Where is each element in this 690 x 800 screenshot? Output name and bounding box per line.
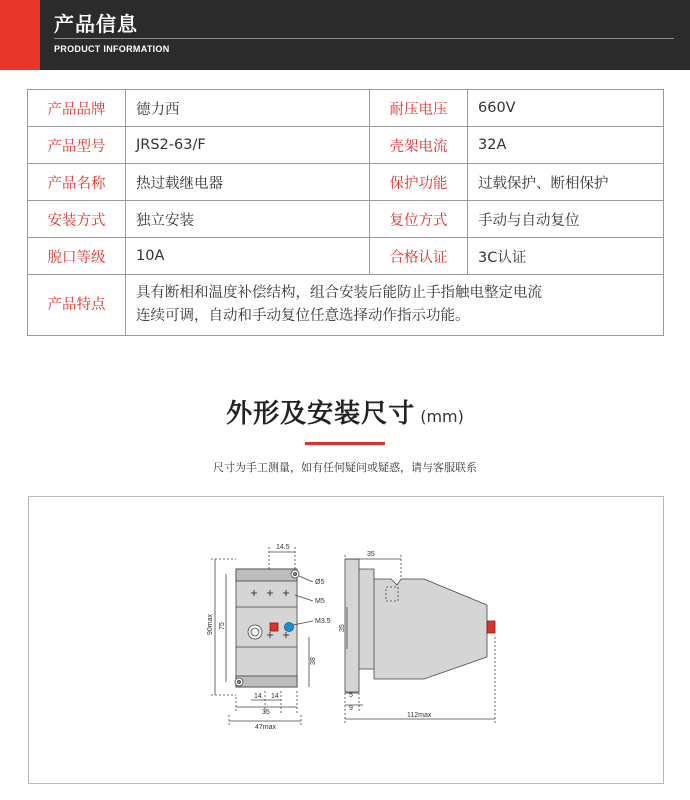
front-bottom-strip [236, 676, 297, 687]
dim-label: 75 [219, 622, 226, 630]
section-title-unit: (mm) [420, 407, 464, 426]
spec-value: 10A [126, 238, 370, 275]
table-row [28, 127, 664, 164]
spec-key: 复位方式 [370, 201, 468, 238]
dim-label: 5 [349, 692, 353, 699]
spec-value: 手动与自动复位 [468, 201, 664, 238]
table-row [28, 164, 664, 201]
table-row [28, 275, 664, 336]
title-underline [305, 442, 385, 445]
side-body [345, 559, 487, 692]
spec-key: 合格认证 [370, 238, 468, 275]
dim-label: 14.5 [276, 544, 290, 551]
dim-label: 35 [367, 551, 375, 558]
measurement-note: 尺寸为手工测量，如有任何疑问或疑惑，请与客服联系 [213, 461, 477, 474]
spec-key: 安装方式 [28, 201, 126, 238]
spec-key: 耐压电压 [370, 90, 468, 127]
spec-key: 产品型号 [28, 127, 126, 164]
page-title: 产品信息 [54, 12, 138, 36]
spec-value: 3C认证 [468, 238, 664, 275]
spec-key: 产品名称 [28, 164, 126, 201]
feature-line: 具有断相和温度补偿结构，组合安装后能防止手指触电整定电流 [136, 285, 542, 301]
dim-label: 38 [310, 657, 317, 665]
spec-value: 660V [468, 90, 664, 127]
page-subtitle: PRODUCT INFORMATION [54, 44, 170, 54]
spec-key: 保护功能 [370, 164, 468, 201]
section-title [0, 393, 690, 430]
front-top-strip [236, 569, 297, 581]
spec-key: 壳架电流 [370, 127, 468, 164]
dim-label: 14 [254, 693, 262, 700]
dim-label: M3.5 [315, 618, 331, 625]
spec-value: 32A [468, 127, 664, 164]
spec-value: 热过载继电器 [126, 164, 370, 201]
banner-accent [0, 0, 40, 70]
feature-line: 连续可调，自动和手动复位任意选择动作指示功能。 [136, 308, 470, 324]
table-row [28, 90, 664, 127]
dimension-drawing [28, 496, 664, 784]
feature-text [126, 275, 664, 336]
spec-value: 德力西 [126, 90, 370, 127]
table-row [28, 238, 664, 275]
dim-label: M5 [315, 598, 325, 605]
dim-label: Ø5 [315, 579, 325, 586]
spec-value: 过载保护、断相保护 [468, 164, 664, 201]
spec-key: 产品品牌 [28, 90, 126, 127]
drawing-svg [29, 497, 663, 783]
dim-label: 90max [207, 613, 214, 635]
spec-key: 脱口等级 [28, 238, 126, 275]
banner-divider [54, 38, 674, 39]
dim-label: 112max [407, 712, 432, 719]
spec-value: JRS2-63/F [126, 127, 370, 164]
side-knob [487, 621, 495, 633]
spec-value: 独立安装 [126, 201, 370, 238]
dim-label: 35 [339, 624, 346, 632]
dim-label: 14 [271, 693, 279, 700]
dim-label: 47max [255, 724, 277, 731]
red-knob [270, 623, 278, 631]
section-title-text: 外形及安装尺寸 [226, 399, 416, 429]
blue-knob [285, 623, 294, 632]
table-row [28, 201, 664, 238]
spec-table [27, 89, 664, 336]
header-banner [0, 0, 690, 70]
spec-key: 产品特点 [28, 275, 126, 336]
dim-label: 35 [262, 709, 270, 716]
dim-label: 9 [349, 705, 353, 712]
